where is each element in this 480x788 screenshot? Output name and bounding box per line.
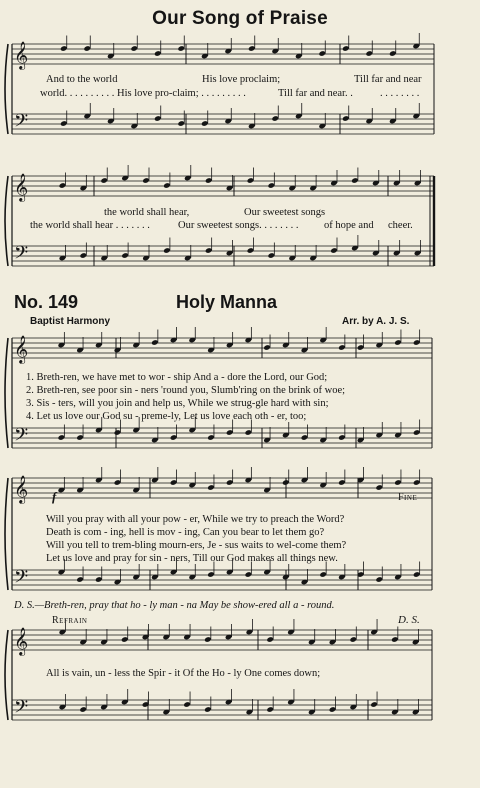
system-brace [5, 478, 8, 590]
bass-clef-icon: 𝄢 [14, 243, 29, 268]
arranger-credit: Arr. by A. J. S. [342, 316, 410, 327]
bass-clef-icon: 𝄢 [14, 697, 29, 722]
system-brace [5, 44, 8, 134]
lyric-s2-lower-3: of hope and [324, 220, 374, 231]
bass-clef-icon: 𝄢 [14, 111, 29, 136]
system-brace [5, 630, 8, 720]
lyric-s1-lower-3: . . . . . . . . [380, 88, 420, 99]
bass-clef-icon: 𝄢 [14, 425, 29, 450]
bass-clef-icon: 𝄢 [14, 567, 29, 592]
lyric-s2-lower-4: cheer. [388, 220, 413, 231]
ds-mark: D. S. [398, 614, 420, 626]
treble-clef-icon: 𝄞 [14, 335, 29, 363]
lyric-s2-upper-1: the world shall hear, [104, 207, 190, 218]
lyric-s2-lower-1: the world shall hear . . . . . . . [30, 220, 150, 231]
lyric-s1-lower-1: world. . . . . . . . . . His love pro-claim; . . . . . . . . . [40, 88, 246, 99]
treble-clef-icon: 𝄞 [14, 41, 29, 69]
forte-mark: f [52, 489, 57, 504]
lyric-s1-lower-2: Till far and near. . [278, 88, 353, 99]
fine-mark: Fine [398, 492, 418, 503]
chorus-line-4: Let us love and pray for sin - ners, Till our God makes all things new. [46, 553, 338, 564]
lyric-s1-upper-3: Till far and near [354, 74, 422, 85]
chorus-line-1: Will you pray with all your pow - er, While we try to preach the Word? [46, 514, 345, 525]
chorus-line-2: Death is com - ing, hell is mov - ing, Can you bear to let them go? [46, 527, 325, 538]
treble-clef-icon: 𝄞 [14, 475, 29, 503]
lyric-s1-upper-2: His love proclaim; [202, 74, 281, 85]
system-brace [5, 338, 8, 448]
verse-line-2: 2. Breth-ren, see poor sin - ners 'round you, Slumb'ring on the brink of woe; [26, 385, 346, 396]
verse-line-1: 1. Breth-ren, we have met to wor - ship And a - dore the Lord, our God; [26, 372, 328, 383]
treble-clef-icon: 𝄞 [14, 627, 29, 655]
section-title: Our Song of Praise [152, 8, 328, 29]
refrain-lyric-line: All is vain, un - less the Spir - it Of the Ho - ly One comes down; [46, 668, 321, 679]
hymn-number: No. 149 [14, 292, 79, 312]
refrain-label: Refrain [52, 615, 88, 626]
lyric-s2-upper-2: Our sweetest songs [244, 207, 326, 218]
lyric-s1-upper-1: And to the world [46, 74, 118, 85]
treble-clef-icon: 𝄞 [14, 173, 29, 201]
system-brace [5, 176, 8, 266]
chorus-line-3: Will you tell to trem-bling mourn-ers, Je - sus waits to wel-come them? [46, 540, 347, 551]
lyric-s2-lower-2: Our sweetest songs. . . . . . . . [178, 220, 299, 231]
verse-line-3: 3. Sis - ters, will you join and help us, While we strug-gle hard with sin; [26, 398, 329, 409]
verse-line-4: 4. Let us love our God su - preme-ly, Let us love each oth - er, too; [26, 411, 307, 422]
tune-credit: Baptist Harmony [30, 316, 111, 327]
hymn-title: Holy Manna [176, 292, 278, 312]
ds-lyric-line: D. S.—Breth-ren, pray that ho - ly man - na May be show-ered all a - round. [14, 600, 335, 611]
